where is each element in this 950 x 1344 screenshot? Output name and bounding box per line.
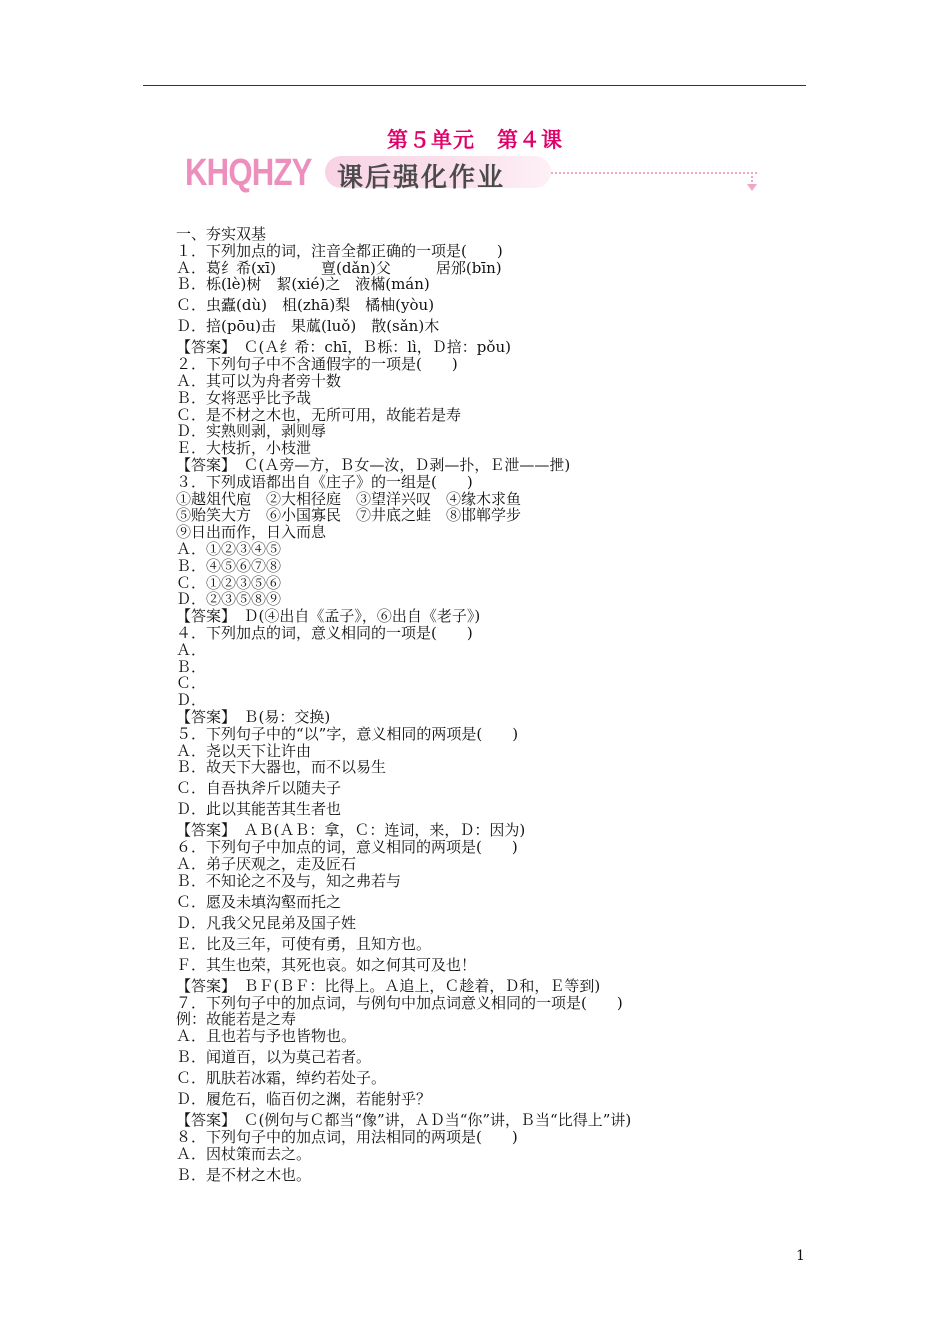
question-line: Ｃ．自吾执斧斤以随夫子	[176, 779, 342, 798]
question-line: Ｂ．	[176, 657, 207, 676]
question-line: Ｃ．是不材之木也，无所可用，故能若是寿	[176, 405, 462, 424]
header-rule	[143, 85, 806, 86]
answer-line: 【答案】 Ｂ(易：交换)	[176, 707, 331, 726]
question-line: Ｂ．栎(lè)树 絜(xié)之 液樠(mán)	[176, 275, 430, 294]
question-line: Ｄ．掊(pōu)击 果蓏(luǒ) 散(sǎn)木	[176, 317, 440, 336]
question-line: Ｂ．是不材之木也。	[176, 1165, 312, 1184]
answer-line: 【答案】 Ｃ(Ａ纟希：chī，Ｂ栎：lì，Ｄ掊：pǒu)	[176, 338, 511, 357]
question-line: Ｅ．大枝折，小枝泄	[176, 439, 312, 458]
question-line: Ｄ．	[176, 691, 207, 710]
question-line: Ａ．尧以天下让许由	[176, 741, 312, 760]
question-line: ８．下列句子中的加点词，用法相同的两项是( )	[176, 1127, 518, 1146]
question-line: Ｃ．	[176, 674, 207, 693]
question-line: 例：故能若是之寿	[176, 1010, 297, 1029]
question-line: Ａ．因杖策而去之。	[176, 1144, 312, 1163]
question-line: Ａ．	[176, 640, 207, 659]
question-line: Ａ．且也若与予也皆物也。	[176, 1027, 357, 1046]
question-line: Ｃ．虫蠹(dù) 柤(zhā)梨 橘柚(yòu)	[176, 296, 435, 315]
banner-title: 课后强化作业	[337, 163, 506, 193]
section-banner	[185, 150, 765, 196]
question-line: Ａ．葛纟希(xī) 亶(dǎn)父 居邠(bīn)	[176, 258, 502, 277]
question-line: Ｃ．①②③⑤⑥	[176, 573, 282, 592]
question-line: ５．下列句子中的“以”字，意义相同的两项是( )	[176, 724, 519, 743]
question-line: Ｂ．④⑤⑥⑦⑧	[176, 556, 282, 575]
banner-logo: KHQHZY	[185, 152, 312, 194]
question-line: Ａ．弟子厌观之，走及匠石	[176, 854, 357, 873]
question-line: Ｄ．凡我父兄昆弟及国子姓	[176, 913, 357, 932]
banner-arrow-icon	[751, 172, 753, 186]
banner-dotted-line	[551, 172, 757, 174]
question-line: Ｄ．履危石，临百仞之渊，若能射乎？	[176, 1090, 432, 1109]
answer-line: 【答案】 Ｃ(例句与Ｃ都当“像”讲，ＡＤ当“你”讲，Ｂ当“比得上”讲)	[176, 1111, 632, 1130]
question-line: Ｂ．闻道百，以为莫己若者。	[176, 1048, 372, 1067]
question-line: Ｃ．愿及未填沟壑而托之	[176, 892, 342, 911]
question-line: ⑤贻笑大方 ⑥小国寡民 ⑦井底之蛙 ⑧邯郸学步	[176, 506, 522, 525]
question-line: Ａ．其可以为舟者旁十数	[176, 371, 342, 390]
question-line: Ｅ．比及三年，可使有勇，且知方也。	[176, 934, 432, 953]
answer-line: 【答案】 ＢＦ(ＢＦ：比得上。Ａ追上，Ｃ趁着，Ｄ和，Ｅ等到)	[176, 976, 601, 995]
question-line: Ｄ．实熟则剥，剥则辱	[176, 422, 327, 441]
exercise-content	[176, 226, 816, 1183]
answer-line: 【答案】 ＡＢ(ＡＢ：拿，Ｃ：连词，来，Ｄ：因为)	[176, 821, 526, 840]
question-line: １．下列加点的词，注音全都正确的一项是( )	[176, 241, 503, 260]
question-line: ⑨日出而作，日入而息	[176, 523, 327, 542]
answer-line: 【答案】 Ｄ(④出自《孟子》，⑥出自《老子》)	[176, 607, 481, 626]
question-line: Ｂ．故天下大器也，而不以易生	[176, 758, 387, 777]
question-line: Ｂ．不知论之不及与，知之弗若与	[176, 871, 402, 890]
question-line: Ｄ．②③⑤⑧⑨	[176, 590, 282, 609]
question-line: ７．下列句子中的加点词，与例句中加点词意义相同的一项是( )	[176, 993, 623, 1012]
question-line: Ｆ．其生也荣，其死也哀。如之何其可及也！	[176, 955, 477, 974]
question-line: Ａ．①②③④⑤	[176, 539, 282, 558]
section-heading: 一、夯实双基	[176, 225, 267, 243]
question-line: ①越俎代庖 ②大相径庭 ③望洋兴叹 ④缘木求鱼	[176, 489, 522, 508]
question-line: Ｂ．女将恶乎比予哉	[176, 388, 312, 407]
page-number: 1	[796, 1248, 805, 1264]
question-line: ６．下列句子中加点的词，意义相同的两项是( )	[176, 838, 518, 857]
answer-line: 【答案】 Ｃ(Ａ旁—方，Ｂ女—汝，Ｄ剥—扑，Ｅ泄——抴)	[176, 455, 571, 474]
unit-title: 第５单元 第４课	[387, 128, 563, 152]
question-line: ３．下列成语都出自《庄子》的一组是( )	[176, 472, 473, 491]
question-line: Ｃ．肌肤若冰霜，绰约若处子。	[176, 1069, 387, 1088]
question-line: ４．下列加点的词，意义相同的一项是( )	[176, 623, 473, 642]
question-line: ２．下列句子中不含通假字的一项是( )	[176, 355, 458, 374]
question-line: Ｄ．此以其能苦其生者也	[176, 800, 342, 819]
